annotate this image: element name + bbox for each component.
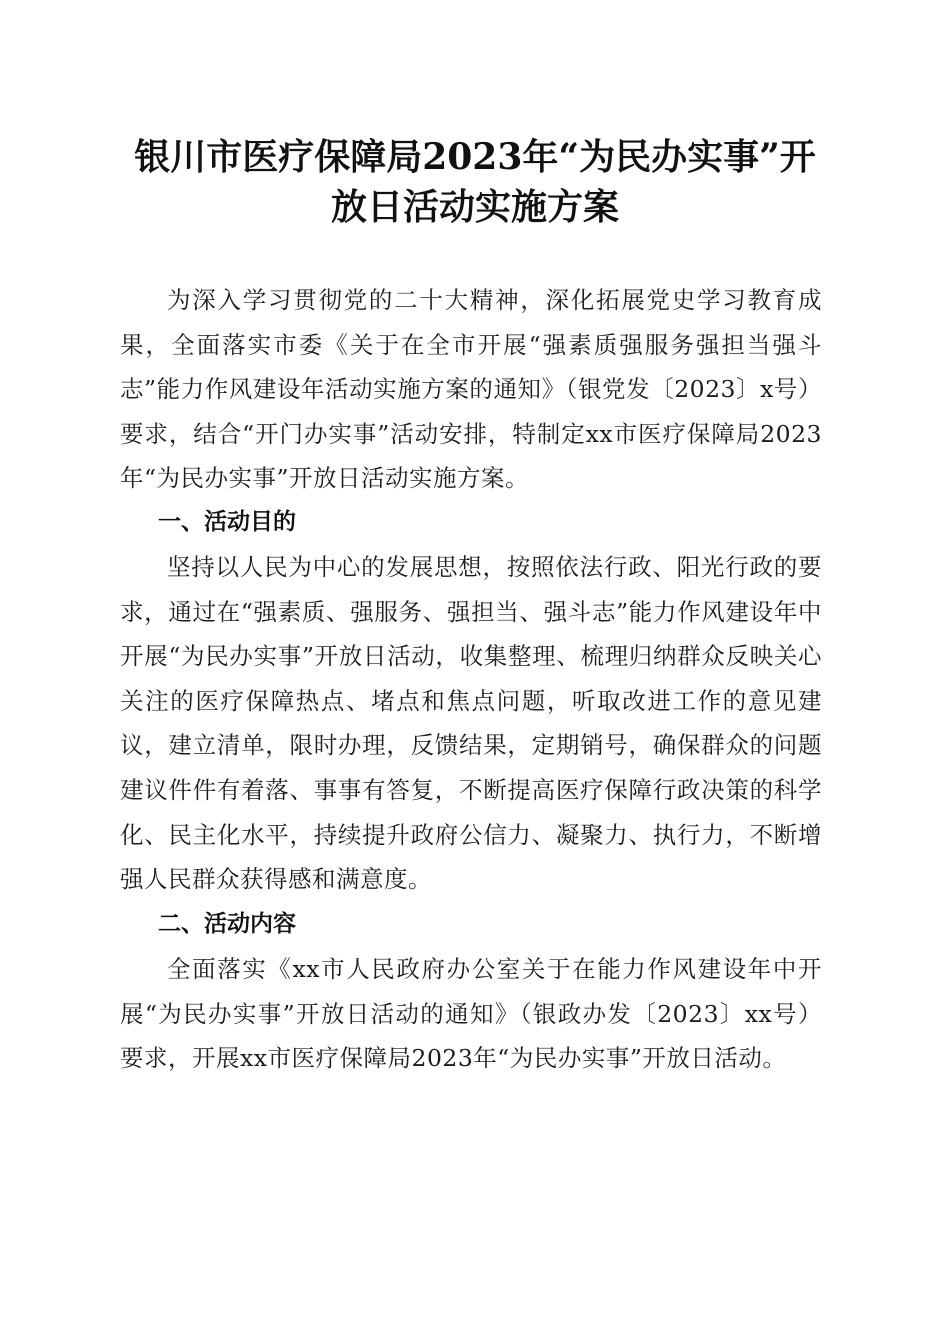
section-heading-purpose: 一、活动目的 — [158, 509, 296, 535]
title-line-1: 银川市医疗保障局2023年“为民办实事”开 — [134, 136, 816, 178]
purpose-paragraph: 坚持以人民为中心的发展思想，按照依法行政、阳光行政的要求，通过在“强素质、强服务、强担当、强斗志”能力作风建设年中开展“为民办实事”开放日活动，收集整理、梳理归纳群众反映关心关注的医疗保障热点、堵点和焦点问题，听取改进工作的意见建议，建立清单，限时办理，反馈结果，定期销号，确保群众的问题建议件件有着落、事事有答复，不断提高医疗保障行政决策的科学化、民主化水平，持续提升政府公信力、凝聚力、执行力，不断增强人民群众获得感和满意度。 — [120, 553, 822, 894]
title-line-2: 放日活动实施方案 — [330, 186, 619, 228]
document-title — [80, 132, 870, 232]
section-heading-content: 二、活动内容 — [158, 911, 296, 937]
intro-paragraph: 为深入学习贯彻党的二十大精神，深化拓展党史学习教育成果，全面落实市委《关于在全市开展“强素质强服务强担当强斗志”能力作风建设年活动实施方案的通知》（银党发〔2023〕x号）要求，结合“开门办实事”活动安排，特制定xx市医疗保障局2023年“为民办实事”开放日活动实施方案。 — [120, 286, 822, 493]
content-paragraph: 全面落实《xx市人民政府办公室关于在能力作风建设年中开展“为民办实事”开放日活动的通知》（银政办发〔2023〕xx号）要求，开展xx市医疗保障局2023年“为民办实事”开放日活动。 — [120, 955, 822, 1073]
